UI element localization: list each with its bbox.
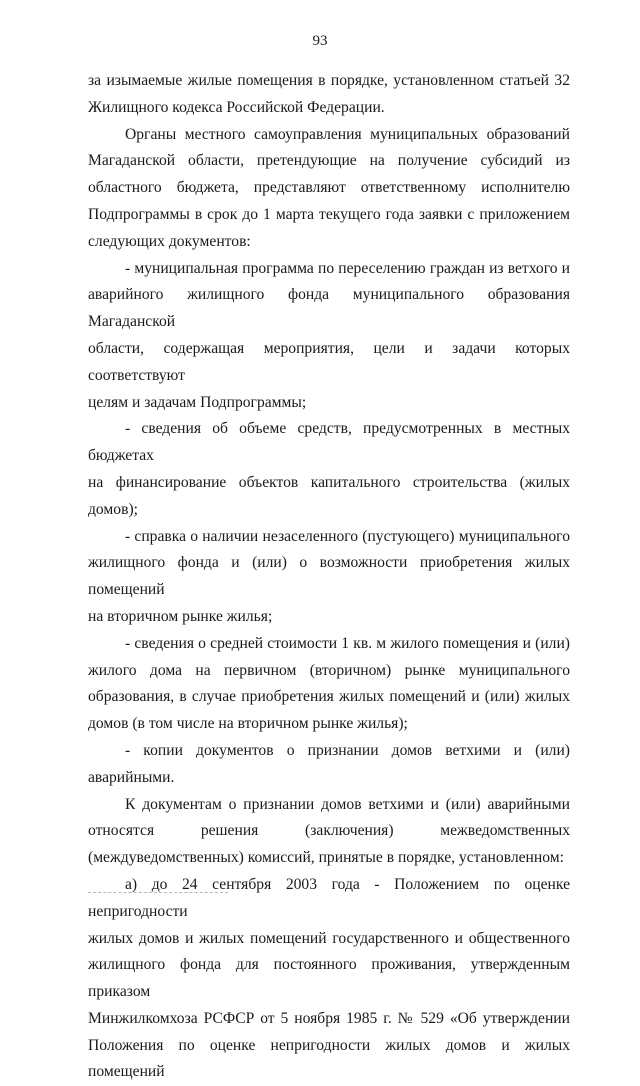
text-line: Органы местного самоуправления муниципальных образований (125, 125, 570, 143)
text-line: жилых домов и жилых помещений государственного и общественного (88, 929, 570, 947)
text-line: домов (в том числе на вторичном рынке жилья); (88, 715, 408, 733)
document-body (88, 68, 570, 1086)
text-line: Минжилкомхоза РСФСР от 5 ноября 1985 г. № 529 «Об утверждении (88, 1009, 570, 1027)
text-line: К документам о признании домов ветхими и (или) аварийными (125, 795, 570, 813)
text-line: жилищного фонда для постоянного проживания, утвержденным приказом (88, 956, 570, 1001)
text-line: а) до 24 сентября 2003 года - Положением по оценке непригодности (88, 875, 570, 920)
text-line: - сведения об объеме средств, предусмотренных в местных бюджетах (88, 420, 570, 465)
text-line: областного бюджета, представляют ответственному исполнителю (88, 179, 570, 197)
text-line: следующих документов: (88, 232, 251, 250)
text-line: жилищного фонда и (или) о возможности приобретения жилых помещений (88, 554, 570, 599)
text-line: на вторичном рынке жилья; (88, 607, 273, 625)
text-line: жилого дома на первичном (вторичном) рынке муниципального (88, 661, 570, 679)
text-line: - копии документов о признании домов ветхими и (или) аварийными. (88, 741, 570, 786)
text-line: - сведения о средней стоимости 1 кв. м жилого помещения и (или) (125, 634, 570, 652)
text-line: области, содержащая мероприятия, цели и задачи которых соответствуют (88, 339, 570, 384)
text-line: Подпрограммы в срок до 1 марта текущего года заявки с приложением (88, 205, 570, 223)
text-line: аварийного жилищного фонда муниципального образования Магаданской (88, 286, 570, 331)
footer-rule (88, 892, 228, 893)
text-line: (междуведомственных) комиссий, принятые в порядке, установленном: (88, 849, 564, 867)
text-line: целям и задачам Подпрограммы; (88, 393, 307, 411)
text-line: за изымаемые жилые помещения в порядке, установленном статьей 32 (88, 72, 570, 89)
text-line: Положения по оценке непригодности жилых домов и жилых помещений (88, 1036, 570, 1081)
text-line: относятся решения (заключения) межведомственных (88, 822, 570, 840)
page-number: 93 (312, 33, 328, 49)
text-line: на финансирование объектов капитального строительства (жилых домов); (88, 473, 570, 518)
text-line: Магаданской области, претендующие на получение субсидий из (88, 152, 570, 170)
text-line: - муниципальная программа по переселению граждан из ветхого и (125, 259, 570, 277)
text-line: Жилищного кодекса Российской Федерации. (88, 98, 385, 116)
text-line: - справка о наличии незаселенного (пустующего) муниципального (125, 527, 570, 545)
text-line: образования, в случае приобретения жилых помещений и (или) жилых (88, 688, 570, 706)
